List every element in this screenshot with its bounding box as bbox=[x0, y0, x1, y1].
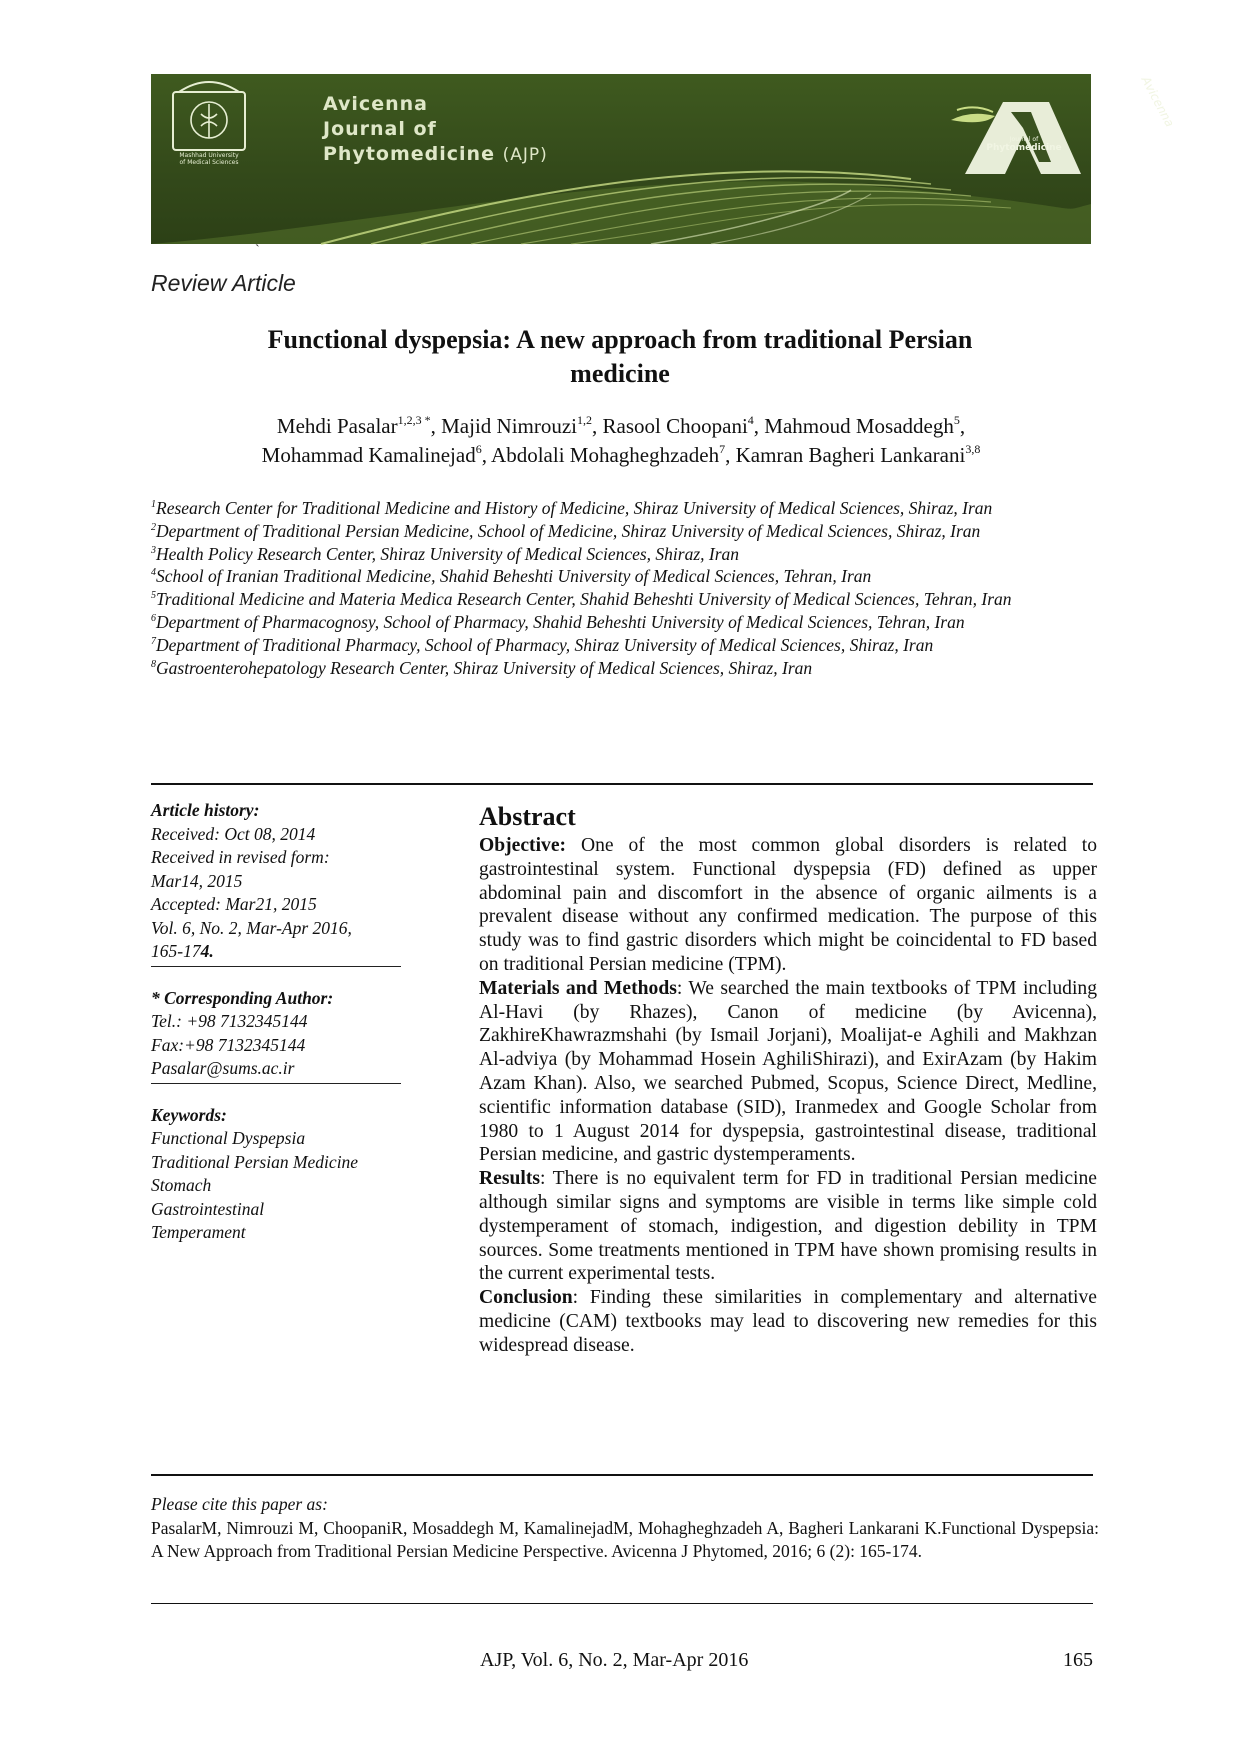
affiliation-item bbox=[151, 634, 1091, 657]
author-affil-sup: 1,2 bbox=[577, 413, 593, 427]
affiliation-item bbox=[151, 588, 1091, 611]
affiliation-text: School of Iranian Traditional Medicine, Shahid Beheshti University of Medical Sciences, Tehran, Iran bbox=[156, 566, 872, 587]
affiliation-number: 7 bbox=[151, 635, 156, 647]
logo-vertical-text: Avicenna bbox=[1138, 74, 1177, 130]
affiliation-divider bbox=[151, 783, 1093, 785]
university-label-line1: Mashhad University bbox=[179, 152, 239, 159]
author-affil-sup: 3,8 bbox=[965, 442, 981, 456]
abstract-objective bbox=[479, 834, 1097, 977]
objective-text: One of the most common global disorders is related to gastrointestinal system. Functional dyspepsia (FD) defined as upper abdominal pain and discomfort in the absence of organic ailments is a prevalent disease without any confirmed medication. The purpose of this study was to find gastric disorders which might be coincidental to FD based on traditional Persian medicine (TPM). bbox=[479, 835, 1097, 975]
affiliation-item bbox=[151, 657, 1091, 680]
author-name: Mohammad Kamalinejad bbox=[261, 443, 476, 467]
affiliation-number: 3 bbox=[151, 544, 156, 556]
author-separator: , bbox=[725, 443, 736, 467]
paper-title-line1: Functional dyspepsia: A new approach from traditional Persian bbox=[267, 325, 973, 354]
author-affil-sup: 7 bbox=[719, 442, 726, 456]
article-info-column bbox=[151, 799, 421, 1245]
author-affil-sup: 4 bbox=[747, 413, 754, 427]
university-emblem-icon bbox=[173, 82, 245, 150]
logo-small-text: Journal of bbox=[1009, 136, 1039, 143]
conclusion-text: : Finding these similarities in complementary and alternative medicine (CAM) textbooks may lead to discovering new remedies for this widespread disease. bbox=[479, 1287, 1097, 1356]
corresponding-tel: Tel.: +98 7132345144 bbox=[151, 1011, 308, 1031]
history-accepted: Accepted: Mar21, 2015 bbox=[151, 894, 317, 914]
affiliation-item bbox=[151, 611, 1091, 634]
info-separator bbox=[151, 1083, 401, 1084]
objective-label: Objective: bbox=[479, 835, 567, 856]
affiliation-number: 5 bbox=[151, 590, 156, 602]
journal-name-line3: Phytomedicine bbox=[323, 143, 495, 165]
affiliation-text: Department of Traditional Pharmacy, School of Pharmacy, Shiraz University of Medical Sciences, Shiraz, Iran bbox=[156, 634, 934, 655]
results-text: : There is no equivalent term for FD in traditional Persian medicine although similar signs and symptoms are visible in terms like simple cold dystemperament of stomach, indigestion, and digestion debility in TPM sources. Some treatments mentioned in TPM have shown promising results in the current experimental tests. bbox=[479, 1168, 1097, 1285]
journal-name bbox=[323, 92, 548, 168]
keyword-item: Functional Dyspepsia bbox=[151, 1128, 306, 1148]
author-affil-sup: 6 bbox=[475, 442, 482, 456]
affiliation-item bbox=[151, 565, 1091, 588]
history-revised-label: Received in revised form: bbox=[151, 847, 330, 867]
article-type: Review Article bbox=[151, 270, 296, 296]
history-pages-end: 4. bbox=[200, 941, 214, 961]
affiliation-number: 2 bbox=[151, 521, 156, 533]
banner-decoration bbox=[151, 74, 1091, 244]
citation-label: Please cite this paper as: bbox=[151, 1494, 328, 1514]
university-label-line2: of Medical Sciences bbox=[179, 159, 239, 166]
citation-bottom-divider bbox=[151, 1603, 1093, 1604]
paper-title bbox=[200, 323, 1040, 391]
keyword-item: Stomach bbox=[151, 1175, 212, 1195]
author-separator: , bbox=[592, 414, 603, 438]
corresponding-email[interactable]: Pasalar@sums.ac.ir bbox=[151, 1058, 295, 1078]
stray-mark: ` bbox=[255, 243, 260, 258]
affiliation-item bbox=[151, 497, 1091, 520]
history-pages bbox=[151, 940, 421, 964]
affiliation-item bbox=[151, 520, 1091, 543]
affiliation-text: Department of Traditional Persian Medicine, School of Medicine, Shiraz University of Medical Sciences, Shiraz, Iran bbox=[156, 520, 981, 541]
keywords-heading: Keywords: bbox=[151, 1104, 227, 1125]
author-name: Mehdi Pasalar bbox=[276, 414, 398, 438]
affiliation-number: 4 bbox=[151, 567, 156, 579]
affiliation-list bbox=[151, 497, 1091, 679]
author-separator: , bbox=[481, 443, 492, 467]
history-volume: Vol. 6, No. 2, Mar-Apr 2016, bbox=[151, 917, 352, 938]
results-label: Results bbox=[479, 1168, 540, 1190]
journal-abbreviation: (AJP) bbox=[502, 145, 548, 165]
history-revised-date: Mar14, 2015 bbox=[151, 870, 243, 891]
paper-title-line2: medicine bbox=[570, 359, 670, 388]
author-affil-sup: 1,2,3 * bbox=[397, 413, 431, 427]
page-number: 165 bbox=[1063, 1649, 1093, 1671]
author-separator: , bbox=[430, 414, 442, 438]
methods-label: Materials and Methods bbox=[479, 977, 677, 999]
author-separator: , bbox=[753, 414, 765, 438]
journal-name-line2: Journal of bbox=[323, 118, 437, 140]
affiliation-number: 8 bbox=[151, 658, 156, 670]
keyword-item: Gastrointestinal bbox=[151, 1198, 265, 1219]
history-pages-range: 165-17 bbox=[151, 941, 201, 961]
citation-top-divider bbox=[151, 1474, 1093, 1476]
university-label bbox=[163, 152, 255, 166]
info-separator bbox=[151, 966, 401, 967]
author-name: Abdolali Mohagheghzadeh bbox=[491, 443, 720, 467]
author-separator: , bbox=[959, 414, 966, 438]
abstract-conclusion bbox=[479, 1286, 1097, 1357]
author-name: Majid Nimrouzi bbox=[441, 414, 578, 438]
affiliation-text: Traditional Medicine and Materia Medica Research Center, Shahid Beheshti University of Medical Sciences, Tehran, Iran bbox=[156, 589, 1012, 610]
abstract-heading: Abstract bbox=[479, 802, 576, 831]
conclusion-label: Conclusion bbox=[479, 1287, 573, 1309]
author-affil-sup: 5 bbox=[953, 413, 960, 427]
affiliation-number: 6 bbox=[151, 612, 156, 624]
journal-logo-text bbox=[969, 136, 1079, 154]
affiliation-text: Health Policy Research Center, Shiraz University of Medical Sciences, Shiraz, Iran bbox=[156, 543, 740, 564]
affiliation-item bbox=[151, 543, 1091, 566]
footer-journal-info: AJP, Vol. 6, No. 2, Mar-Apr 2016 bbox=[480, 1649, 749, 1671]
author-name: Rasool Choopani bbox=[602, 414, 748, 438]
corresponding-heading: * Corresponding Author: bbox=[151, 987, 334, 1008]
keyword-item: Temperament bbox=[151, 1222, 246, 1242]
keyword-item: Traditional Persian Medicine bbox=[151, 1151, 359, 1172]
logo-big-text: Phytomedicine bbox=[986, 143, 1062, 153]
abstract-section bbox=[479, 800, 1097, 1358]
journal-banner bbox=[151, 74, 1177, 244]
affiliation-number: 1 bbox=[151, 499, 156, 510]
abstract-results bbox=[479, 1167, 1097, 1286]
methods-text: : We searched the main textbooks of TPM including Al-Havi (by Rhazes), Canon of medicine (by Avicenna), ZakhireKhawrazmshahi (by Ismail Jorjani), Moalijat-e Aghili and Makhzan Al-adviya (by Mohammad Hosein AghiliShirazi), and ExirAzam (by Hakim Azam Khan). Also, we searched Pubmed, Scopus, Science Direct, Medline, scientific information database (SID), Iranmedex and Google Scholar from 1980 to 1 August 2014 for dyspepsia, gastrointestinal disease, traditional Persian medicine, and gastric dystemperaments. bbox=[479, 977, 1097, 1166]
author-name: Mahmoud Mosaddegh bbox=[764, 414, 954, 438]
affiliation-text: Research Center for Traditional Medicine and History of Medicine, Shiraz University of Medical Sciences, Shiraz, Iran bbox=[156, 498, 993, 518]
affiliation-text: Department of Pharmacognosy, School of Pharmacy, Shahid Beheshti University of Medical Sciences, Tehran, Iran bbox=[156, 611, 965, 632]
corresponding-fax: Fax:+98 7132345144 bbox=[151, 1034, 306, 1055]
history-received: Received: Oct 08, 2014 bbox=[151, 823, 316, 844]
citation-text: PasalarM, Nimrouzi M, ChoopaniR, Mosaddegh M, KamalinejadM, Mohagheghzadeh A, Bagheri Lankarani K.Functional Dyspepsia: A New Approach from Traditional Persian Medicine Perspective. Avicenna J Phytomed, 2016; 6 (2): 165-174. bbox=[151, 1517, 1099, 1561]
journal-name-line1: Avicenna bbox=[323, 93, 428, 115]
history-heading: Article history: bbox=[151, 800, 260, 820]
citation-block bbox=[151, 1493, 1099, 1564]
affiliation-text: Gastroenterohepatology Research Center, Shiraz University of Medical Sciences, Shiraz, Iran bbox=[156, 657, 813, 678]
author-name: Kamran Bagheri Lankarani bbox=[735, 443, 966, 467]
abstract-methods bbox=[479, 977, 1097, 1167]
author-list bbox=[151, 412, 1091, 470]
